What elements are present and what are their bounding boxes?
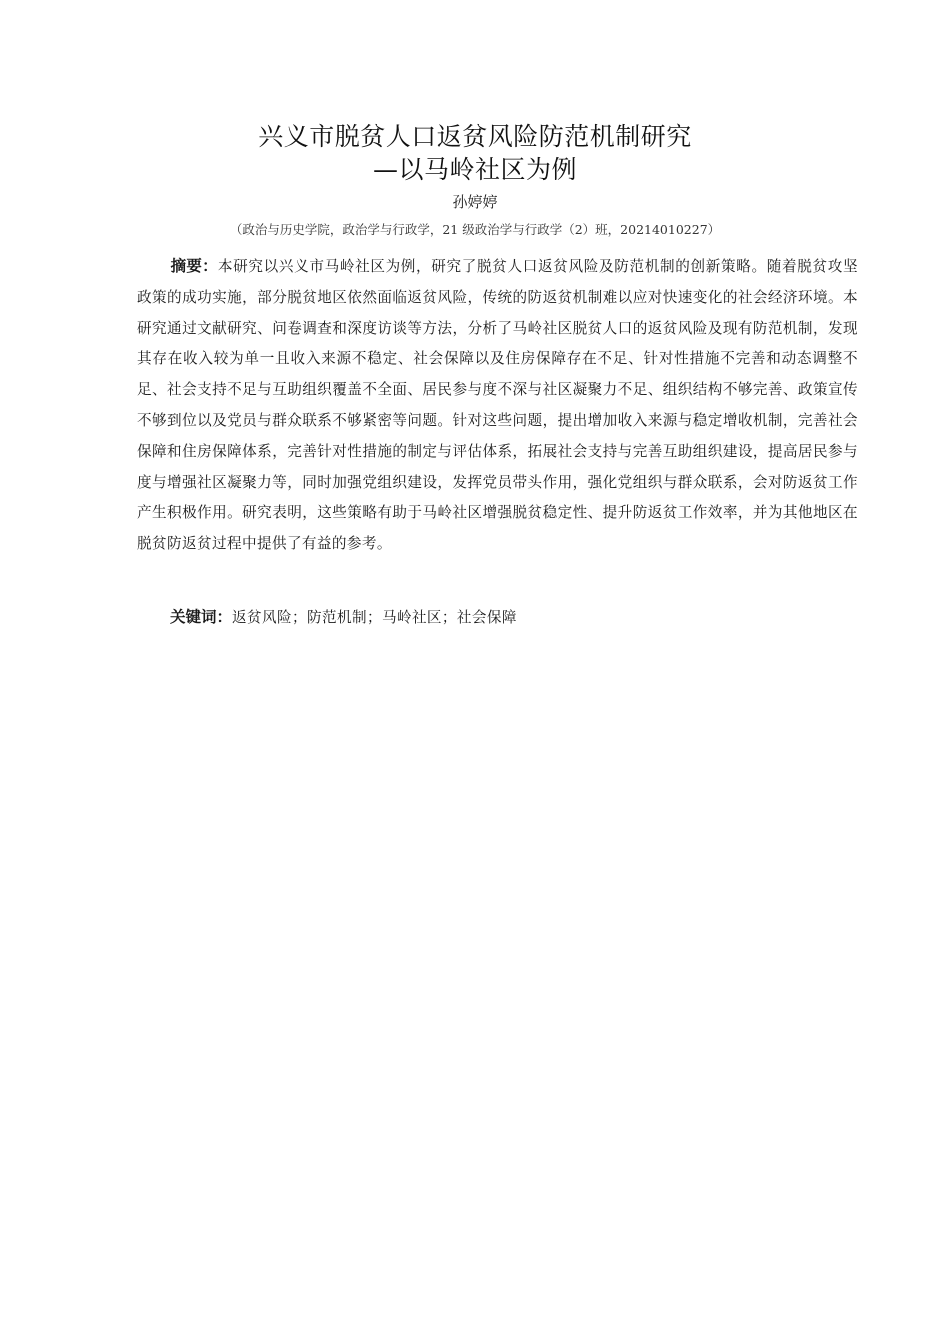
paper-subtitle: —以马岭社区为例 xyxy=(372,155,577,184)
keywords-label: 关键词： xyxy=(170,608,233,626)
abstract-paragraph xyxy=(137,251,858,560)
keywords-text: 返贫风险；防范机制；马岭社区；社会保障 xyxy=(232,609,517,626)
keywords-line xyxy=(170,602,860,633)
author-name: 孙婷婷 xyxy=(452,193,498,211)
abstract-text: 本研究以兴义市马岭社区为例，研究了脱贫人口返贫风险及防范机制的创新策略。随着脱贫攻坚政策的成功实施，部分脱贫地区依然面临返贫风险，传统的防返贫机制难以应对快速变化的社会经济环境。本研究通过文献研究、问卷调查和深度访谈等方法，分析了马岭社区脱贫人口的返贫风险及现有防范机制，发现其存在收入较为单一且收入来源不稳定、社会保障以及住房保障存在不足、针对性措施不完善和动态调整不足、社会支持不足与互助组织覆盖不全面、居民参与度不深与社区凝聚力不足、组织结构不够完善、政策宣传不够到位以及党员与群众联系不够紧密等问题。针对这些问题，提出增加收入来源与稳定增收机制，完善社会保障和住房保障体系，完善针对性措施的制定与评估体系，拓展社会支持与完善互助组织建设，提高居民参与度与增强社区凝聚力等，同时加强党组织建设，发挥党员带头作用，强化党组织与群众联系，会对防返贫工作产生积极作用。研究表明，这些策略有助于马岭社区增强脱贫稳定性、提升防返贫工作效率，并为其他地区在脱贫防返贫过程中提供了有益的参考。 xyxy=(137,258,858,553)
title-block xyxy=(0,120,950,240)
paper-title: 兴义市脱贫人口返贫风险防范机制研究 xyxy=(258,122,692,151)
abstract-label: 摘要： xyxy=(170,257,218,275)
author-affiliation: （政治与历史学院，政治学与行政学，21 级政治学与行政学（2）班，20214010227） xyxy=(229,222,721,237)
